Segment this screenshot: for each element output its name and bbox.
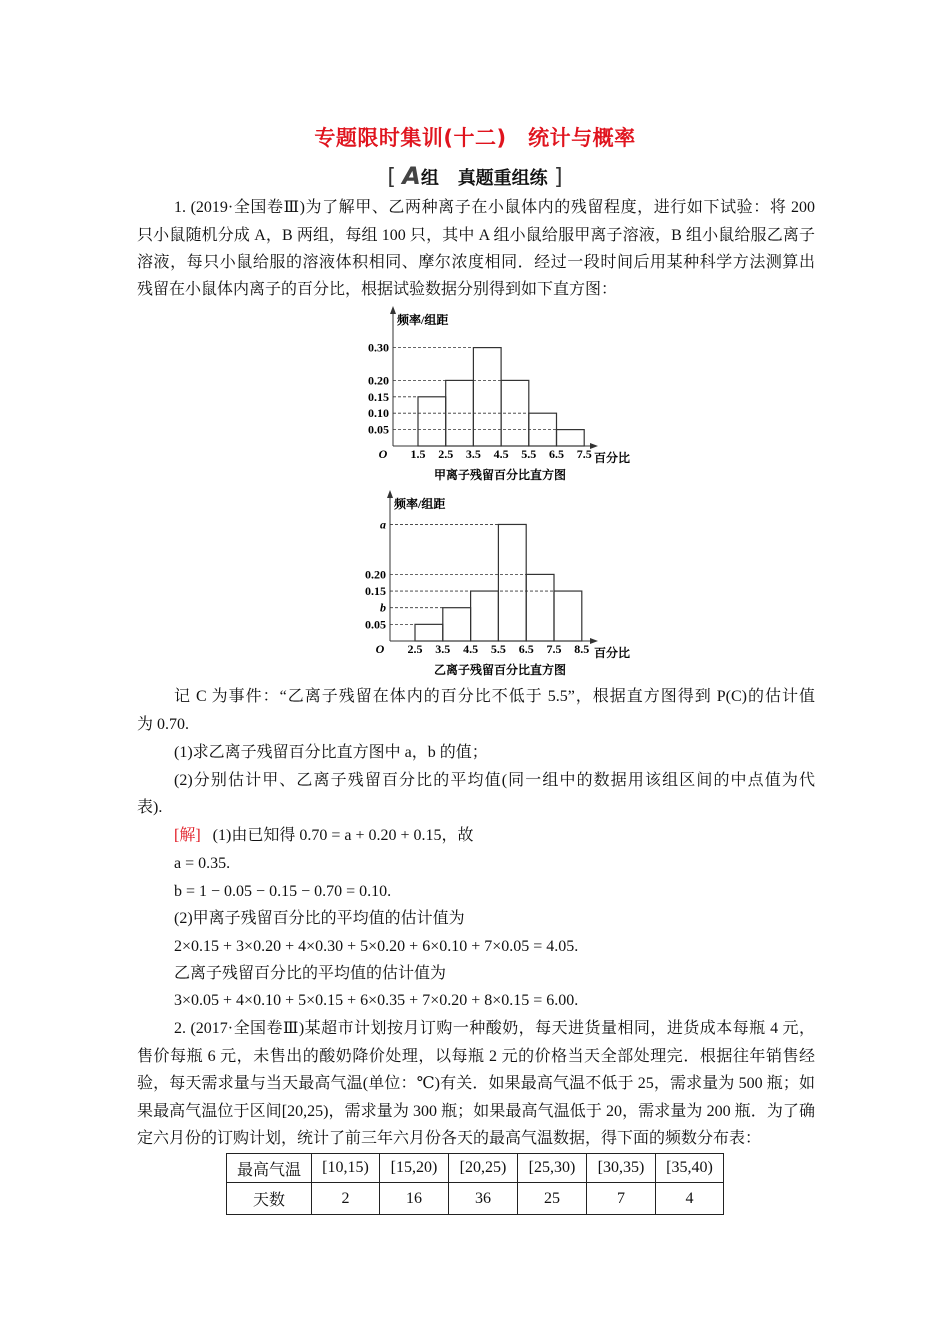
table-cell: 最高气温 bbox=[227, 1154, 312, 1183]
paragraph-line: 1. (2019·全国卷Ⅲ)为了解甲、乙两种离子在小鼠体内的残留程度，进行如下试验：将 200 bbox=[174, 199, 815, 216]
frequency-table bbox=[226, 1153, 724, 1215]
table-cell: 7 bbox=[587, 1183, 656, 1215]
y-tick-label: 0.20 bbox=[368, 373, 389, 388]
chart-title: 甲离子残留百分比直方图 bbox=[433, 468, 567, 482]
histogram-bar bbox=[415, 624, 443, 641]
x-tick-label: 1.5 bbox=[410, 447, 426, 461]
table-cell: 4 bbox=[656, 1183, 724, 1215]
table-cell: [25,30) bbox=[518, 1154, 587, 1183]
paragraph-line: 售价每瓶 6 元，未售出的酸奶降价处理，以每瓶 2 元的价格当天全部处理完．根据往年销售经 bbox=[137, 1048, 815, 1065]
solution-line: 3×0.05 + 4×0.10 + 5×0.15 + 6×0.35 + 7×0.20 + 8×0.15 = 6.00. bbox=[174, 992, 579, 1009]
y-tick-label: 0.15 bbox=[368, 389, 389, 404]
x-tick-label: 6.5 bbox=[518, 642, 534, 656]
histogram-bar bbox=[443, 608, 471, 641]
y-tick-label: 0.15 bbox=[365, 584, 386, 599]
paragraph-line: 2. (2017·全国卷Ⅲ)某超市计划按月订购一种酸奶，每天进货量相同，进货成本每瓶 4 元， bbox=[174, 1020, 815, 1037]
table-cell: [20,25) bbox=[449, 1154, 518, 1183]
page-title: 专题限时集训(十二) 统计与概率 bbox=[314, 126, 636, 150]
histogram-bar bbox=[554, 591, 582, 641]
paragraph-line: 只小鼠随机分成 A，B 两组，每组 100 只，其中 A 组小鼠给服甲离子溶液，B 组小鼠给服乙离子 bbox=[137, 227, 815, 244]
table-row bbox=[227, 1183, 724, 1215]
x-tick-label: 4.5 bbox=[493, 447, 509, 461]
histogram-bar bbox=[473, 348, 501, 446]
solution-tag: [解] bbox=[174, 827, 201, 844]
x-tick-label: 5.5 bbox=[490, 642, 506, 656]
table-cell: [35,40) bbox=[656, 1154, 724, 1183]
paragraph-line: 定六月份的订购计划，统计了前三年六月份各天的最高气温数据，得下面的频数分布表： bbox=[137, 1130, 762, 1147]
table-cell: 2 bbox=[312, 1183, 380, 1215]
x-tick-label: 3.5 bbox=[465, 447, 481, 461]
y-tick-label: 0.05 bbox=[368, 422, 389, 437]
histogram-bar bbox=[471, 591, 499, 641]
x-tick-label: 4.5 bbox=[463, 642, 479, 656]
solution-line: (2)甲离子残留百分比的平均值的估计值为 bbox=[174, 910, 465, 927]
bracket-close: ] bbox=[553, 165, 563, 190]
y-tick-label: 0.20 bbox=[365, 567, 386, 582]
y-tick-label: 0.10 bbox=[368, 406, 389, 421]
y-axis-arrow-icon bbox=[390, 306, 396, 314]
solution-text: (1)由已知得 0.70 = a + 0.20 + 0.15，故 bbox=[212, 827, 474, 844]
question-1: (1)求乙离子残留百分比直方图中 a，b 的值； bbox=[174, 744, 488, 761]
histogram-bar bbox=[557, 430, 585, 446]
x-axis-label: 百分比 bbox=[594, 451, 631, 465]
table-header-row bbox=[227, 1154, 724, 1183]
histogram-bar bbox=[418, 397, 446, 446]
paragraph-line: 表). bbox=[137, 799, 163, 816]
y-axis-label: 频率/组距 bbox=[394, 497, 446, 511]
solution-line: 2×0.15 + 3×0.20 + 4×0.30 + 5×0.20 + 6×0.10 + 7×0.05 = 4.05. bbox=[174, 938, 579, 955]
x-axis-arrow-icon bbox=[590, 638, 598, 644]
paragraph-line: 为 0.70. bbox=[137, 716, 190, 733]
x-tick-label: 7.5 bbox=[546, 642, 562, 656]
solution-line: 乙离子残留百分比的平均值的估计值为 bbox=[174, 965, 447, 982]
group-label: 组 bbox=[420, 168, 439, 189]
table-cell: [15,20) bbox=[380, 1154, 449, 1183]
x-tick-label: 2.5 bbox=[438, 447, 454, 461]
origin-label: O bbox=[375, 642, 385, 656]
x-tick-label: 7.5 bbox=[576, 447, 592, 461]
x-tick-label: 8.5 bbox=[574, 642, 590, 656]
table-cell: 36 bbox=[449, 1183, 518, 1215]
bracket-open: [ bbox=[387, 165, 397, 190]
x-tick-label: 6.5 bbox=[549, 447, 564, 461]
y-tick-label: 0.05 bbox=[365, 617, 386, 632]
y-tick-label: a bbox=[380, 517, 386, 532]
solution-line: a = 0.35. bbox=[174, 855, 231, 872]
section-name: 真题重组练 bbox=[457, 168, 548, 189]
x-tick-label: 3.5 bbox=[435, 642, 451, 656]
y-axis-arrow-icon bbox=[387, 490, 393, 498]
paragraph-line: 验，每天需求量与当天最高气温(单位：℃)有关．如果最高气温不低于 25，需求量为 500 瓶；如 bbox=[137, 1075, 815, 1092]
y-axis-label: 频率/组距 bbox=[397, 313, 449, 327]
solution-line bbox=[137, 826, 815, 846]
table-cell: [30,35) bbox=[587, 1154, 656, 1183]
histogram-bar bbox=[498, 524, 526, 641]
table-cell: 16 bbox=[380, 1183, 449, 1215]
table-cell: [10,15) bbox=[312, 1154, 380, 1183]
histogram-bar bbox=[526, 574, 554, 641]
y-tick-label: b bbox=[380, 600, 386, 615]
question-2: (2)分别估计甲、乙离子残留百分比的平均值(同一组中的数据用该组区间的中点值为代 bbox=[174, 772, 815, 789]
x-tick-label: 2.5 bbox=[407, 642, 423, 656]
table-cell: 25 bbox=[518, 1183, 587, 1215]
chart-title: 乙离子残留百分比直方图 bbox=[433, 663, 567, 677]
paragraph-line: 残留在小鼠体内离子的百分比，根据试验数据分别得到如下直方图： bbox=[137, 281, 618, 298]
paragraph-line: 溶液，每只小鼠给服的溶液体积相同、摩尔浓度相同．经过一段时间后用某种科学方法测算出 bbox=[137, 254, 815, 271]
paragraph-line: 果最高气温位于区间[20,25)，需求量为 300 瓶；如果最高气温低于 20，需求量为 200 瓶．为了确 bbox=[137, 1103, 815, 1120]
table-cell: 天数 bbox=[227, 1183, 312, 1215]
origin-label: O bbox=[378, 447, 388, 461]
group-letter: A bbox=[402, 162, 421, 190]
histogram-bar bbox=[529, 413, 557, 446]
x-axis-label: 百分比 bbox=[594, 646, 631, 660]
solution-line: b = 1 − 0.05 − 0.15 − 0.70 = 0.10. bbox=[174, 883, 392, 900]
y-tick-label: 0.30 bbox=[368, 340, 389, 355]
x-tick-label: 5.5 bbox=[521, 447, 537, 461]
paragraph-line: 记 C 为事件：“乙离子残留在体内的百分比不低于 5.5”，根据直方图得到 P(C)的估计值 bbox=[174, 688, 815, 705]
